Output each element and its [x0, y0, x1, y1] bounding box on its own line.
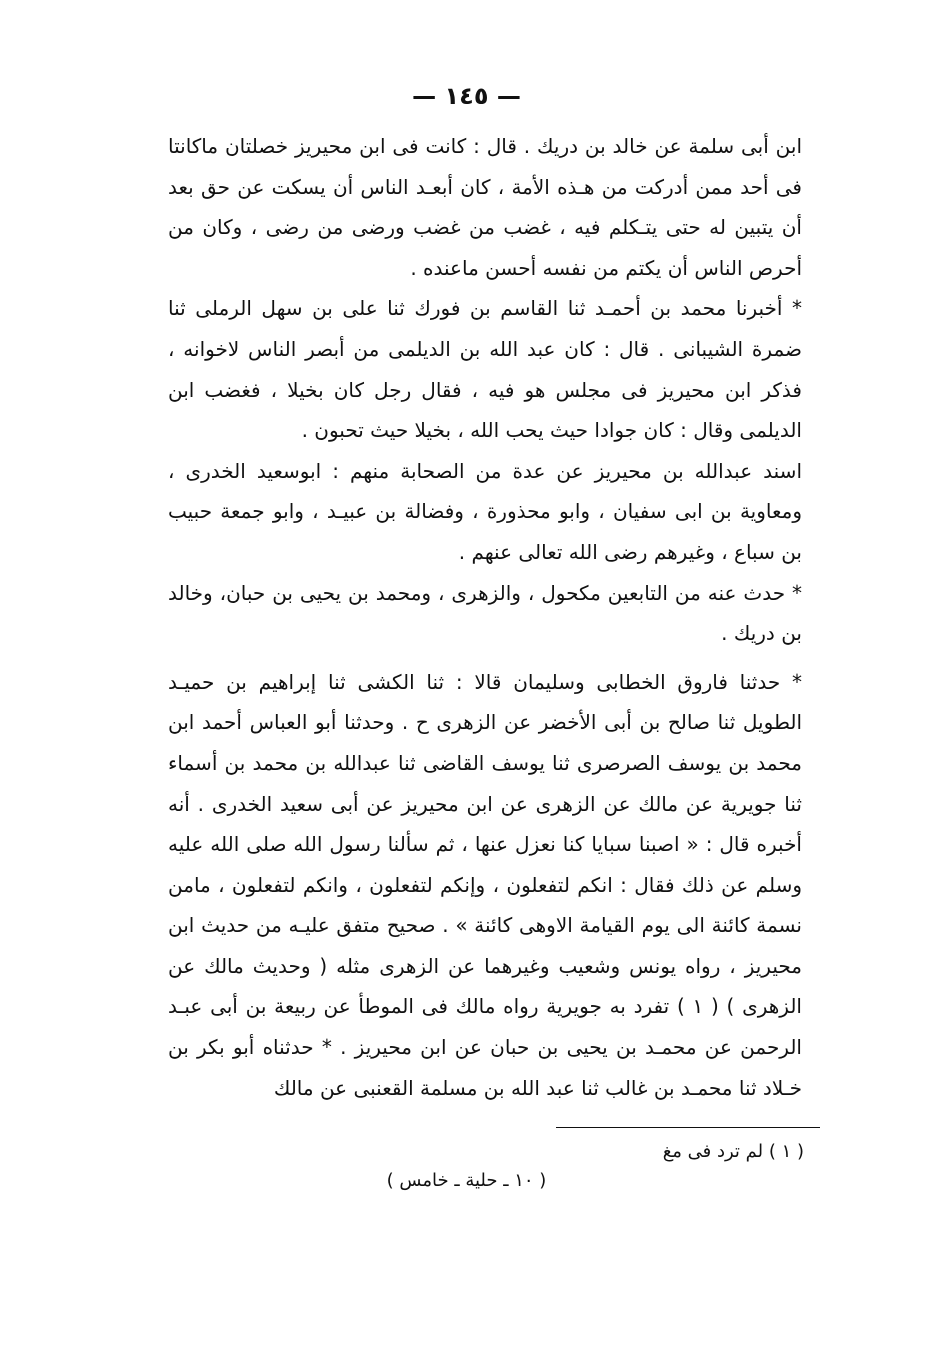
- footnote: ( ١ ) لم ترد فى مغ: [662, 1141, 804, 1162]
- paragraph-3: اسند عبدالله بن محيريز عن عدة من الصحابة منهم : ابوسعيد الخدرى ، ومعاوية بن ابى سفيان ، وابو محذورة ، وفضالة بن عبيـد ، وابو جمعة حبيب بن سباع ، وغيرهم رضى الله تعالى عنهم .: [168, 458, 802, 564]
- paragraph-4: * حدث عنه من التابعين مكحول ، والزهرى ، ومحمد بن يحيى بن حبان، وخالد بن دريك .: [168, 580, 802, 646]
- paragraph-5: * حدثنا فاروق الخطابى وسليمان قالا : ثنا الكشى ثنا إبراهيم بن حميـد الطويل ثنا صالح بن أبى الأخضر عن الزهرى ح . وحدثنا أبو العباس أحمد ابن محمد بن يوسف الصرصرى ثنا يوسف القاضى ثنا عبدالله بن محمد بن أسماء ثنا جويرية عن مالك عن الزهرى عن ابن محيريز عن أبى سعيد الخدرى . أنه أخبره قال : « اصبنا سبايا كنا نعزل عنها ، ثم سألنا رسول الله صلى الله عليه وسلم عن ذلك فقال : انكم لتفعلون ، وإنكم لتفعلون ، وانكم لتفعلون ، مامن نسمة كائنة الى يوم القيامة الاوهى كائنة » . صحيح متفق عليـه من حديث ابن محيريز ، رواه يونس وشعيب وغيرهما عن الزهرى مثله ( وحديث مالك عن الزهرى ) ( ١ ) تفرد به جويرية رواه مالك فى الموطأ عن ربيعة بن أبى عبـد الرحمن عن محمـد بن يحيى بن حبان عن ابن محيريز . * حدثناه أبو بكر بن خـلاد ثنا محمـد بن غالب ثنا عبد الله بن مسلمة القعنبى عن مالك: [168, 669, 802, 1100]
- main-text: [168, 126, 802, 1108]
- paragraph-1: ابن أبى سلمة عن خالد بن دريك . قال : كانت فى ابن محيريز خصلتان ماكانتا فى أحد ممن أدركت من هـذه الأمة ، كان أبعـد الناس أن يسكت عن حق بعد أن يتبين له حتى يتـكلم فيه ، غضب من غضب ورضى من رضى ، وكان من أحرص الناس أن يكتم من نفسه أحسن ماعنده .: [168, 134, 802, 280]
- page-number: — ١٤٥ —: [412, 82, 521, 110]
- paragraph-2: * أخبرنا محمد بن أحمـد ثنا القاسم بن فورك ثنا على بن سهل الرملى ثنا ضمرة الشيبانى . قال : كان عبد الله بن الديلمى من أبصر الناس لاخوانه ، فذكر ابن محيريز فى مجلس هو فيه ، فقال رجل كان بخيلا ، فغضب ابن الديلمى وقال : كان جوادا حيث يحب الله ، بخيلا حيث تحبون .: [168, 296, 802, 443]
- signature-mark: ( ١٠ ـ حلية ـ خامس ): [386, 1170, 547, 1191]
- footnote-divider: [556, 1127, 820, 1128]
